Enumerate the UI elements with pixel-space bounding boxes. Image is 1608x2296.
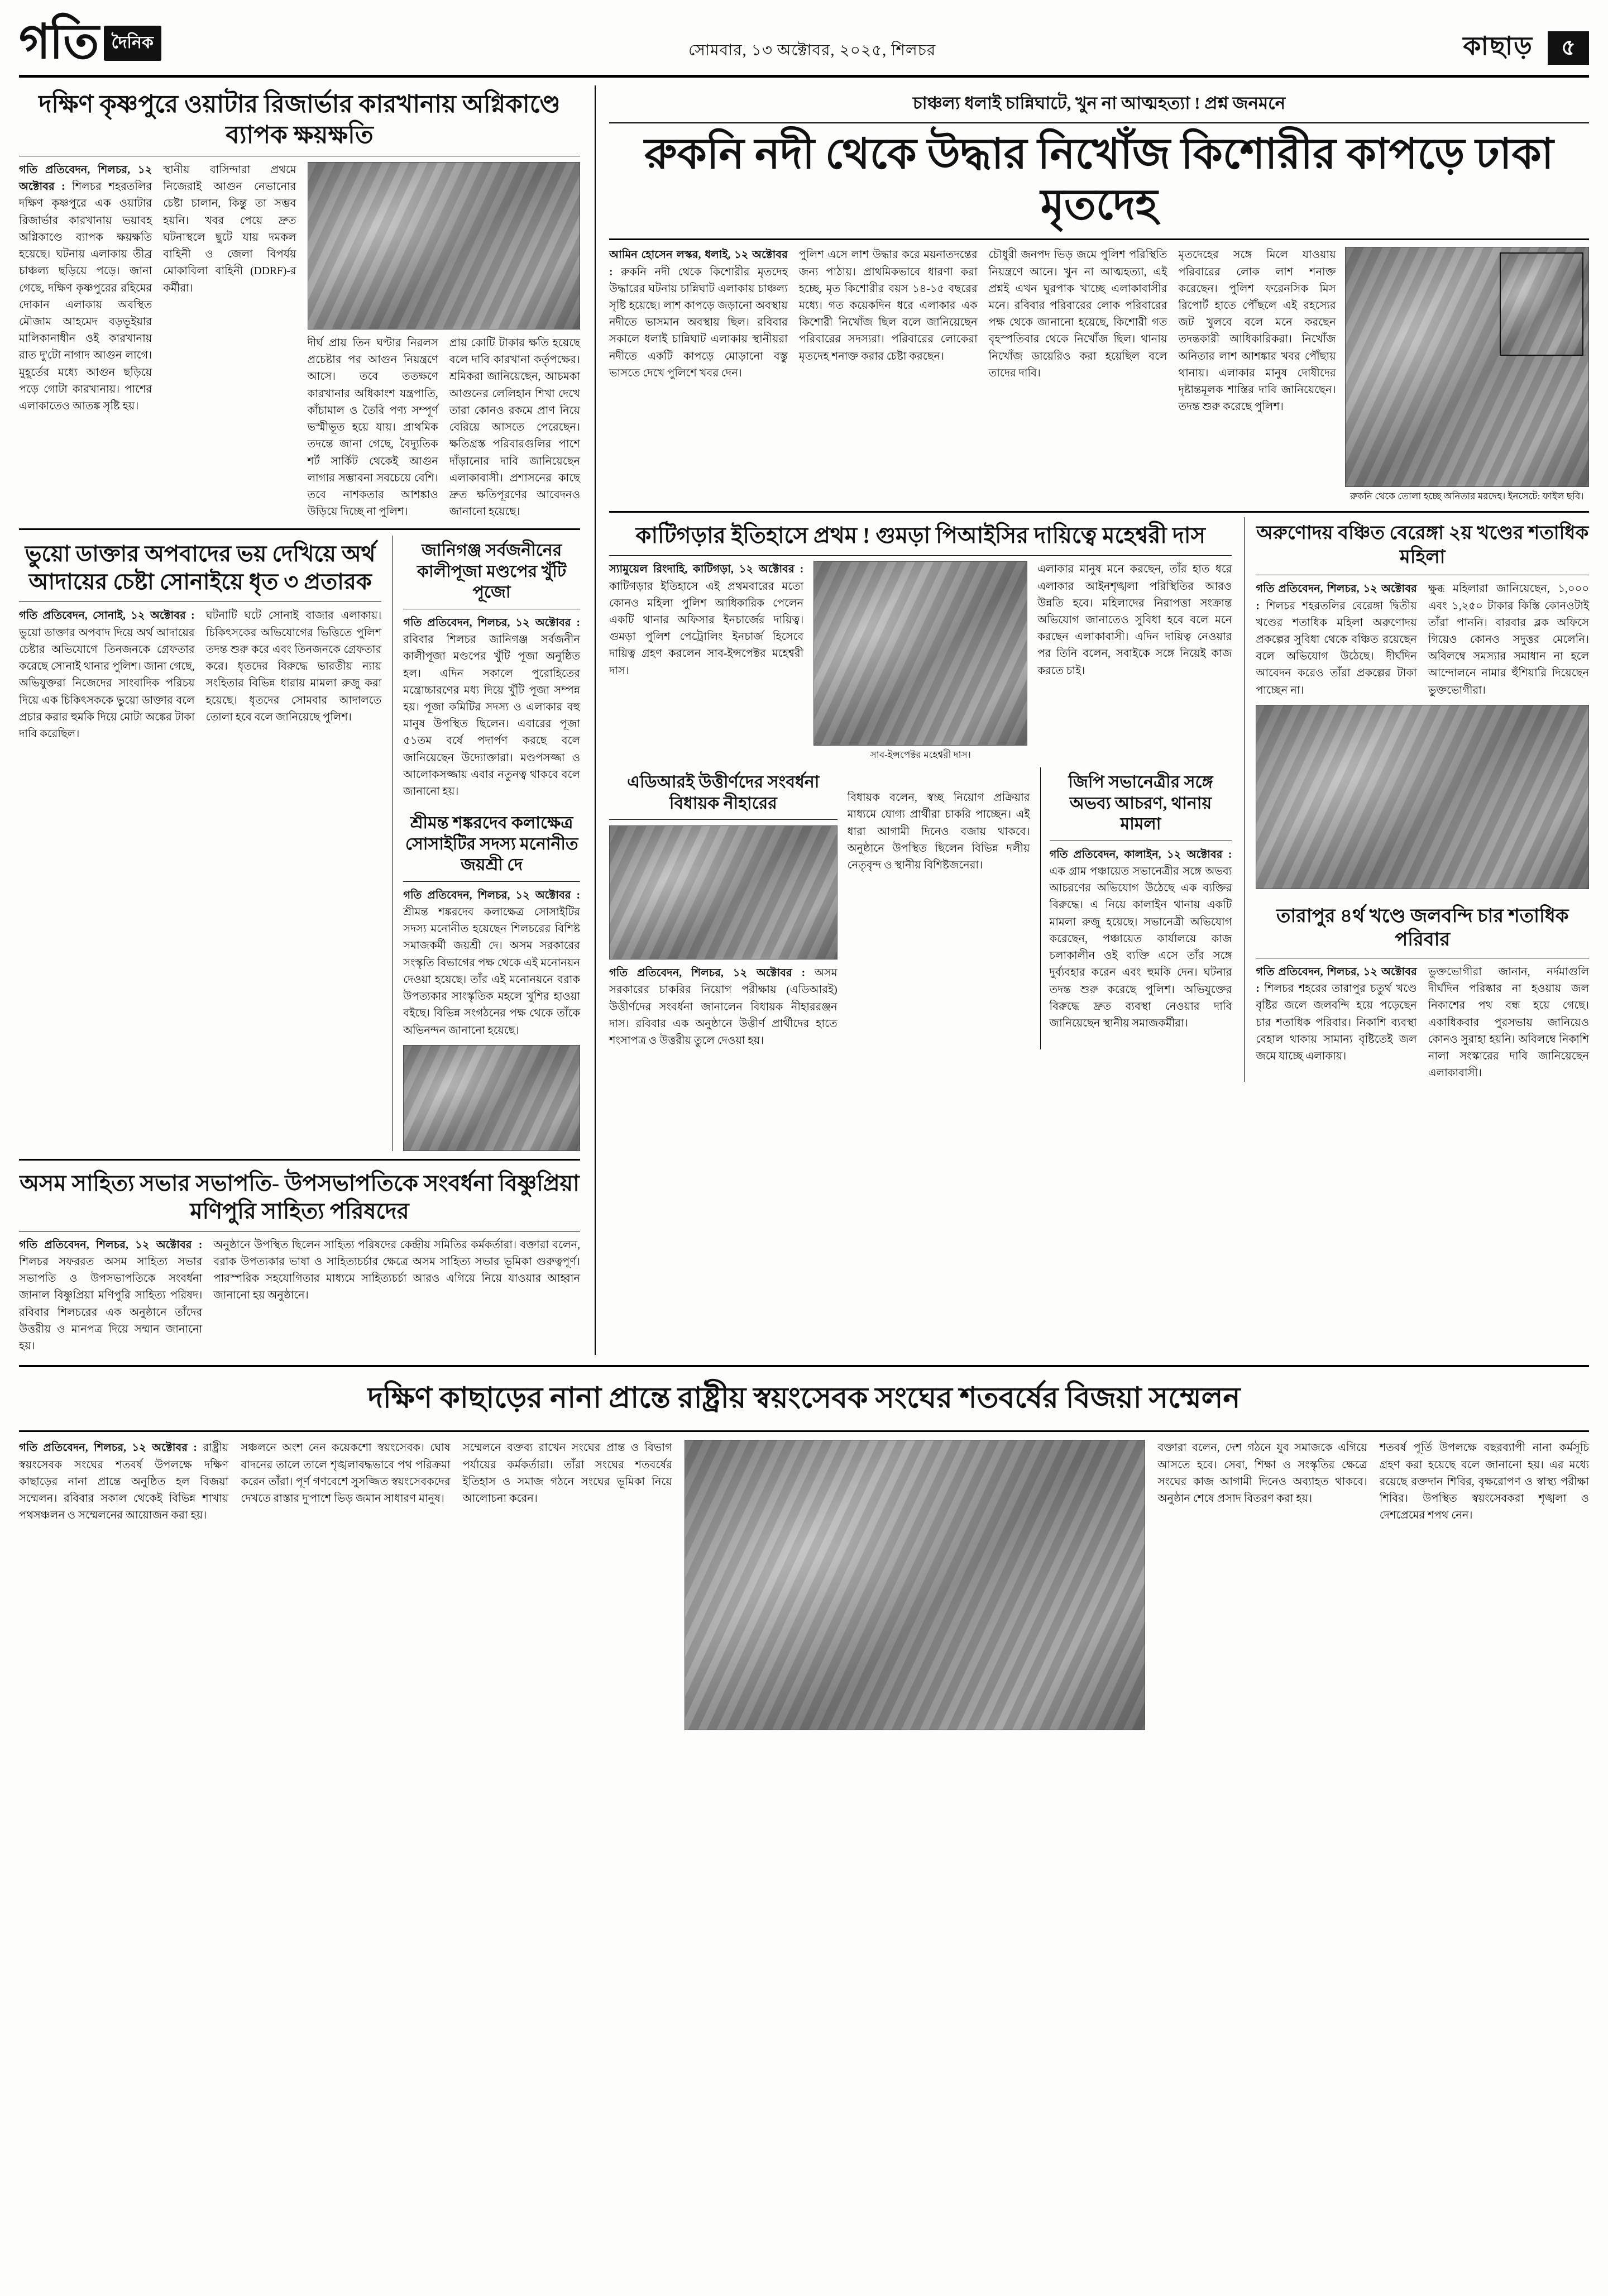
story-column [609, 247, 788, 503]
story-column [449, 335, 580, 521]
page-number: ৫ [1548, 31, 1589, 65]
story-edri [609, 767, 1232, 1049]
body-text: শিলচর শহরতলির দক্ষিণ কৃষ্ণপুরে এক ওয়াটার রিজার্ভার কারখানায় ভয়াবহ অগ্নিকাণ্ডে ব্যাপক ক্ষয়ক্ষতি হয়েছে। ঘটনায় এলাকায় তীব্র চাঞ্চল্য ছড়িয়ে পড়ে। জানা গেছে, দক্ষিণ কৃষ্ণপুরের রহিমের দোকান এলাকায় অবস্থিত মৌজাম আহমেদ বড়ভূইয়ার মালিকানাধীন ওই কারখানায় রাত দু'টো নাগাদ আগুন লাগে। মুহূর্তের মধ্যে আগুন ছড়িয়ে পড়ে গোটা কারখানায়। পাশের এলাকাতেও আতঙ্ক সৃষ্টি হয়। [19, 181, 152, 413]
women-protest-photo [1256, 705, 1589, 889]
rss-rally-photo [685, 1440, 1146, 1730]
felicitation-photo [609, 825, 838, 960]
story-column [19, 1440, 228, 1734]
story-column [19, 608, 195, 743]
story-headline: দক্ষিণ কৃষ্ণপুরে ওয়াটার রিজার্ভার কারখানায় অগ্নিকাণ্ডে ব্যাপক ক্ষয়ক্ষতি [39, 90, 561, 149]
story-headline: রুকনি নদী থেকে উদ্ধার নিখোঁজ কিশোরীর কাপড়ে ঢাকা মৃতদেহ [644, 131, 1554, 229]
story-headline: শ্রীমন্ত শঙ্করদেব কলাক্ষেত্র সোসাইটির সদস্য মনোনীত জয়শ্রী দে [405, 814, 578, 875]
logo-text: গতি [19, 15, 98, 69]
body-text: প্রায় কোটি টাকার ক্ষতি হয়েছে বলে দাবি কারখানা কর্তৃপক্ষের। শ্রমিকরা জানিয়েছেন, আচমকা আগুনের লেলিহান শিখা দেখে তারা কোনও রকমে প্রাণ নিয়ে বেরিয়ে আসতে পেরেছেন। ক্ষতিগ্রস্ত পরিবারগুলির পাশে দাঁড়ানোর দাবি জানিয়েছেন এলাকাবাসী। প্রশাসনের কাছে দ্রুত ক্ষতিপূরণের আবেদনও জানানো হয়েছে। [449, 337, 580, 518]
masthead [19, 16, 1589, 78]
story-column [463, 1440, 672, 1734]
logo-badge: দৈনিক [104, 26, 161, 61]
byline: গতি প্রতিবেদন, কালাইন, ১২ অক্টোবর : [1049, 848, 1232, 861]
top-section [19, 85, 1589, 1355]
story-column [1428, 964, 1589, 1082]
byline: গতি প্রতিবেদন, শিলচর, ১২ অক্টোবর : [19, 1239, 203, 1251]
story-water-reservoir [19, 85, 580, 521]
story-rss [19, 1365, 1589, 1734]
body-text: রাষ্ট্রীয় স্বয়ংসেবক সংঘের শতবর্ষ উপলক্ষে দক্ষিণ কাছাড়ের নানা প্রান্তে অনুষ্ঠিত হল বিজয়া সম্মেলন। রবিবার সকাল থেকেই বিভিন্ন শাখায় পথসঞ্চলন ও সম্মেলনের আয়োজন করা হয়। [19, 1442, 229, 1522]
edition-name: কাছাড় [1463, 32, 1533, 60]
story-column [403, 615, 580, 800]
body-text: অনুষ্ঠানে উপস্থিত ছিলেন সাহিত্য পরিষদের কেন্দ্রীয় সমিতির কর্মকর্তারা। বক্তারা বলেন, বরাক উপত্যকার ভাষা ও সাহিত্যচর্চার ক্ষেত্রে অসম সাহিত্য সভার ভূমিকা গুরুত্বপূর্ণ। পারস্পরিক সহযোগিতার মাধ্যমে সাহিত্যচর্চা আরও এগিয়ে নিয়ে যাওয়ার আহ্বান জানানো হয় অনুষ্ঠানে। [213, 1239, 580, 1302]
story-column [241, 1440, 450, 1734]
story-headline: অসম সাহিত্য সভার সভাপতি- উপসভাপতিকে সংবর্ধনা বিষ্ণুপ্রিয়া মণিপুরি সাহিত্য পরিষদের [20, 1170, 580, 1224]
story-lead [609, 85, 1589, 503]
body-text: রবিবার শিলচর জানিগঞ্জ সর্বজনীন কালীপূজা মণ্ডপের খুঁটি পূজা অনুষ্ঠিত হল। এদিন সকালে পুরোহিতের মন্ত্রোচ্চারণের মধ্য দিয়ে খুঁটি পূজা সম্পন্ন হয়। পূজা কমিটির সদস্য ও এলাকার বহু মানুষ উপস্থিত ছিলেন। এবারের পূজা ৫১তম বর্ষে পদার্পণ করছে বলে জানিয়েছেন উদ্যোক্তারা। মণ্ডপসজ্জা ও আলোকসজ্জায় এবার নতুনত্ব থাকবে বলে জানানো হয়। [403, 634, 580, 798]
story-column [19, 162, 152, 521]
story-row [19, 536, 580, 1151]
body-text: স্থানীয় বাসিন্দারা প্রথমে নিজেরাই আগুন নেভানোর চেষ্টা চালান, কিন্তু তা সম্ভব হয়নি। খবর পেয়ে দ্রুত ঘটনাস্থলে ছুটে যায় দমকল বাহিনী ও জেলা বিপর্যয় মোকাবিলা বাহিনী (DDRF)-র কর্মীরা। [163, 164, 296, 294]
story-jp-sabhanetri [1040, 767, 1232, 1049]
body-text: অসম সরকারের চাকরির নিয়োগ পরীক্ষায় (এডিআরই) উত্তীর্ণদের সংবর্ধনা জানালেন বিধায়ক নীহাররঞ্জন দাস। রবিবার এক অনুষ্ঠানে উত্তীর্ণ প্রার্থীদের হাতে শংসাপত্র ও উত্তরীয় তুলে দেওয়া হয়। [609, 967, 838, 1047]
story-column [1157, 1440, 1367, 1734]
body-text: ভুক্তভোগীরা জানান, নর্দমাগুলি দীর্ঘদিন পরিষ্কার না হওয়ায় জল নিকাশের পথ বন্ধ হয়ে গেছে। একাধিকবার পুরসভায় জানিয়েও কোনও সুরাহা হয়নি। অবিলম্বে নিকাশি নালা সংস্কারের দাবি জানিয়েছেন এলাকাবাসী। [1428, 966, 1590, 1080]
story-assam-sahitya [19, 1165, 580, 1355]
body-text: শিলচর শহরের তারাপুর চতুর্থ খণ্ডে বৃষ্টির জলে জলবন্দি হয়ে পড়েছেন চার শতাধিক পরিবার। নিকাশি ব্যবস্থা বেহাল থাকায় সামান্য বৃষ্টিতেই জল জমে যাচ্ছে এলাকায়। [1256, 983, 1417, 1062]
body-text: সম্মেলনে বক্তব্য রাখেন সংঘের প্রান্ত ও বিভাগ পর্যায়ের কর্মকর্তারা। তাঁরা সংঘের শতবর্ষের ইতিহাস ও সমাজ গঠনে সংঘের ভূমিকা নিয়ে আলোচনা করেন। [462, 1442, 672, 1505]
body-text: চৌধুরী জনপদ ভিড় জমে পুলিশ পরিস্থিতি নিয়ন্ত্রণে আনে। খুন না আত্মহত্যা, এই প্রশ্নই এখন ঘুরপাক খাচ্ছে এলাকাবাসীর মনে। রবিবার পরিবারের লোক পরিবারের পক্ষ থেকে জানানো হয়েছে, কিশোরী গত বৃহস্পতিবার থেকে নিখোঁজ ছিল। থানায় নিখোঁজ ডায়েরিও করা হয়েছিল বলে তাদের দাবি। [988, 249, 1167, 379]
photo-caption: রুকনি থেকে তোলা হচ্ছে অনিতার মরদেহ। ইনসেটে: ফাইল ছবি। [1350, 491, 1584, 502]
byline: গতি প্রতিবেদন, শিলচর, ১২ অক্টোবর : [1256, 583, 1417, 612]
body-text: মৃতদেহের সঙ্গে মিলে যাওয়ায় পরিবারের লোক লাশ শনাক্ত করেছেন। পুলিশ ফরেনসিক মিস রিপোর্ট হাতে পৌঁছলে এই রহস্যের জট খুলবে বলে মনে করছেন তদন্তকারী আধিকারিকরা। নিখোঁজ অনিতার লাশ আশঙ্কার খবর পৌঁছায় থানায়। এলাকার মানুষ দোষীদের দৃষ্টান্তমূলক শাস্তির দাবি জানিয়েছেন। তদন্ত শুরু করেছে পুলিশ। [1178, 249, 1336, 413]
byline: গতি প্রতিবেদন, শিলচর, ১২ অক্টোবর : [19, 164, 152, 193]
story-column [213, 1237, 580, 1355]
story-column [163, 162, 296, 521]
body-text: বিধায়ক বলেন, স্বচ্ছ নিয়োগ প্রক্রিয়ার মাধ্যমে যোগ্য প্রার্থীরা চাকরি পাচ্ছেন। এই ধারা আগামী দিনেও বজায় থাকবে। অনুষ্ঠানে উপস্থিত ছিলেন বিভিন্ন দলীয় নেতৃবৃন্দ ও স্থানীয় বিশিষ্টজনেরা। [847, 792, 1030, 872]
body-text: ঘটনাটি ঘটে সোনাই বাজার এলাকায়। চিকিৎসকের অভিযোগের ভিত্তিতে পুলিশ তদন্ত শুরু করে এবং তিনজনকে গ্রেফতার করে। ধৃতদের বিরুদ্ধে ভারতীয় ন্যায় সংহিতার বিভিন্ন ধারায় মামলা রুজু করা হয়েছে। ধৃতদের সোমবার আদালতে তোলা হবে বলে জানিয়েছে পুলিশ। [205, 610, 382, 723]
story-column [609, 965, 838, 1049]
story-column [1428, 581, 1589, 699]
story-column [989, 247, 1167, 503]
photo-caption: সাব-ইন্সপেক্টর মহেশ্বরী দাস। [870, 750, 971, 761]
story-column [1050, 847, 1232, 1032]
left-column-block [19, 85, 580, 1355]
story-headline: কাটিগড়ার ইতিহাসে প্রথম ! গুমড়া পিআইসির দায়িত্বে মহেশ্বরী দাস [635, 523, 1205, 548]
photo-caption [1256, 889, 1589, 892]
body-text: ভুয়ো ডাক্তার অপবাদ দিয়ে অর্থ আদায়ের চেষ্টার অভিযোগে তিনজনকে গ্রেফতার করেছে সোনাই থানার পুলিশ। জানা গেছে, অভিযুক্তরা নিজেদের সাংবাদিক পরিচয় দিয়ে এক চিকিৎসককে ভুয়ো ডাক্তার বলে প্রচার করার হুমকি দিয়ে মোটা অঙ্কের টাকা দাবি করেছিল। [19, 627, 195, 740]
fire-damage-photo [308, 162, 580, 330]
byline: গতি প্রতিবেদন, সোনাই, ১২ অক্টোবর : [19, 610, 195, 622]
story-column [799, 247, 978, 503]
story-column [403, 887, 580, 1039]
story-katigorah [609, 517, 1232, 1082]
story-janiganj [393, 536, 580, 1151]
story-column [1256, 964, 1416, 1082]
story-headline: জিপি সভানেত্রীর সঙ্গে অভব্য আচরণ, থানায় মামলা [1068, 773, 1213, 834]
byline: গতি প্রতিবেদন, শিলচর, ১২ অক্টোবর : [1256, 966, 1417, 995]
body-text: এলাকার মানুষ মনে করছেন, তাঁর হাত ধরে এলাকার আইনশৃঙ্খলা পরিস্থিতির আরও উন্নতি হবে। মহিলাদের নিরাপত্তা সংক্রান্ত অভিযোগ জানাতেও সুবিধা হবে বলে মনে করছেন এলাকাবাসী। এদিন দায়িত্ব নেওয়ার পর তিনি বলেন, সবাইকে সঙ্গে নিয়েই কাজ করতে চাই। [1037, 564, 1232, 677]
body-text: এক গ্রাম পঞ্চায়েত সভানেত্রীর সঙ্গে অভব্য আচরণের অভিযোগ উঠেছে এক ব্যক্তির বিরুদ্ধে। এ নিয়ে কালাইন থানায় একটি মামলা রুজু হয়েছে। সভানেত্রী অভিযোগ করেছেন, পঞ্চায়েত কার্যালয়ে কাজ চলাকালীন ওই ব্যক্তি এসে তাঁর সঙ্গে দুর্ব্যবহার করেন এবং হুমকি দেন। ঘটনার তদন্ত শুরু করেছে পুলিশ। অভিযুক্তের বিরুদ্ধে দ্রুত ব্যবস্থা নেওয়ার দাবি জানিয়েছেন স্থানীয় সমাজকর্মীরা। [1049, 865, 1232, 1029]
body-text: ক্ষুব্ধ মহিলারা জানিয়েছেন, ১,০০০ এবং ১,২৫০ টাকার কিস্তি কোনওটাই তাঁরা পাননি। বারবার ব্লক অফিসে গিয়েও কোনও সদুত্তর মেলেনি। অবিলম্বে সমস্যার সমাধান না হলে আন্দোলনে নামার হুঁশিয়ারি দিয়েছেন ভুক্তভোগীরা। [1428, 583, 1590, 696]
story-column [1380, 1440, 1589, 1734]
body-text: শিলচর শহরতলির বেরেঙ্গা দ্বিতীয় খণ্ডের শতাধিক মহিলা অরুণোদয় প্রকল্পের সুবিধা থেকে বঞ্চিত রয়েছেন বলে অভিযোগ উঠেছে। দীর্ঘদিন আবেদন করেও তাঁরা প্রকল্পের টাকা পাচ্ছেন না। [1256, 600, 1417, 696]
masthead-right [1463, 16, 1589, 69]
victim-inset-photo [1500, 252, 1583, 356]
photo-caption [685, 1730, 1146, 1734]
byline: গতি প্রতিবেদন, শিলচর, ১২ অক্টোবর : [19, 1442, 197, 1454]
story-column [308, 162, 580, 521]
byline: আমিন হোসেন লস্কর, ধলাই, ১২ অক্টোবর : [609, 249, 788, 278]
body-text: দীর্ঘ প্রায় তিন ঘণ্টার নিরলস প্রচেষ্টার পর আগুন নিয়ন্ত্রণে আসে। তবে ততক্ষণে কারখানার অধিকাংশ যন্ত্রপাতি, কাঁচামাল ও তৈরি পণ্য সম্পূর্ণ ভস্মীভূত হয়ে যায়। প্রাথমিক তদন্তে জানা গেছে, বৈদ্যুতিক শর্ট সার্কিট থেকেই আগুন লাগার সম্ভাবনা সবচেয়ে বেশি। তবে নাশকতার আশঙ্কাও উড়িয়ে দিচ্ছে না পুলিশ। [307, 337, 438, 518]
body-text-wrap [1178, 247, 1336, 503]
body-text: শতবর্ষ পূর্তি উপলক্ষে বছরব্যাপী নানা কর্মসূচি গ্রহণ করা হয়েছে বলে জানানো হয়। এর মধ্যে রয়েছে রক্তদান শিবির, বৃক্ষরোপণ ও স্বাস্থ্য পরীক্ষা শিবির। উপস্থিত স্বয়ংসেবকরা শৃঙ্খলা ও দেশপ্রেমের শপথ নেন। [1379, 1442, 1590, 1522]
story-kicker: চাঞ্চল্য ধলাই চান্নিঘাটে, খুন না আত্মহত্যা ! প্রশ্ন জনমনে [609, 85, 1589, 123]
publication-date: সোমবার, ১৩ অক্টোবর, ২০২৫, শিলচর [688, 41, 936, 59]
story-column [206, 608, 382, 743]
body-text: শ্রীমন্ত শঙ্করদেব কলাক্ষেত্র সোসাইটির সদস্য মনোনীত হয়েছেন শিলচরের বিশিষ্ট সমাজকর্মী জয়শ্রী দে। অসম সরকারের সংস্কৃতি বিভাগের পক্ষ থেকে এই মনোনয়ন দেওয়া হয়েছে। তাঁর এই মনোনয়নে বরাক উপত্যকার সাংস্কৃতিক মহলে খুশির হাওয়া বইছে। বিভিন্ন সংগঠনের পক্ষ থেকে তাঁকে অভিনন্দন জানানো হয়েছে। [403, 906, 580, 1037]
story-column [1256, 581, 1416, 699]
body-text: শিলচর সফররত অসম সাহিত্য সভার সভাপতি ও উপসভাপতিকে সংবর্ধনা জানাল বিষ্ণুপ্রিয়া মণিপুরি সাহিত্য পরিষদ। রবিবার শিলচরের এক অনুষ্ঠানে তাঁদের উত্তরীয় ও মানপত্র দিয়ে সম্মান জানানো হয়। [19, 1256, 203, 1353]
story-headline: এডিআরই উত্তীর্ণদের সংবর্ধনা বিধায়ক নীহারের [627, 773, 820, 813]
story-column [19, 1237, 202, 1355]
body-text: বক্তারা বলেন, দেশ গঠনে যুব সমাজকে এগিয়ে আসতে হবে। সেবা, শিক্ষা ও সংস্কৃতির ক্ষেত্রে সংঘের কাজ আগামী দিনেও অব্যাহত থাকবে। অনুষ্ঠান শেষে প্রসাদ বিতরণ করা হয়। [1157, 1442, 1367, 1505]
byline: গতি প্রতিবেদন, শিলচর, ১২ অক্টোবর : [609, 967, 806, 980]
story-column [1037, 561, 1232, 762]
story-column [308, 335, 438, 521]
joyshree-de-photo [403, 1045, 580, 1151]
body-text: কাটিগড়ার ইতিহাসে এই প্রথমবারের মতো কোনও মহিলা পুলিশ আধিকারিক পেলেন একটি থানার অফিসার ইনচার্জের দায়িত্ব। গুমড়া পুলিশ পেট্রোলিং ইনচার্জ হিসেবে দায়িত্ব গ্রহণ করলেন সাব-ইন্সপেক্টর মহেশ্বরী দাস। [609, 580, 804, 677]
story-row [609, 517, 1589, 1082]
newspaper-logo [19, 15, 161, 69]
body-text: রুকনি নদী থেকে কিশোরীর মৃতদেহ উদ্ধারের ঘটনায় চান্নিঘাট এলাকায় চাঞ্চল্য সৃষ্টি হয়েছে। লাশ কাপড়ে জড়ানো অবস্থায় নদীতে ভাসমান অবস্থায় ছিল। রবিবার সকালে ধলাই চান্নিঘাট এলাকায় স্থানীয়রা নদীতে একটি কাপড়ে মোড়ানো বস্তু ভাসতে দেখে পুলিশে খবর দেন। [609, 266, 788, 379]
story-fake-doctor [19, 536, 381, 1151]
right-column-block [595, 85, 1589, 1355]
byline: গতি প্রতিবেদন, শিলচর, ১২ অক্টোবর : [403, 617, 580, 629]
story-headline: ভুয়ো ডাক্তার অপবাদের ভয় দেখিয়ে অর্থ আদায়ের চেষ্টা সোনাইয়ে ধৃত ৩ প্রতারক [25, 541, 376, 595]
story-headline: তারাপুর ৪র্থ খণ্ডে জলবন্দি চার শতাধিক পরিবার [1276, 905, 1569, 951]
story-column [685, 1440, 1146, 1734]
story-arunoday [1244, 517, 1589, 1082]
byline: গতি প্রতিবেদন, শিলচর, ১২ অক্টোবর : [403, 889, 580, 901]
story-column [609, 561, 803, 762]
story-headline: জানিগঞ্জ সর্বজনীনের কালীপূজা মণ্ডপের খুঁটি পূজো [417, 541, 567, 602]
story-column [1178, 247, 1589, 503]
story-column [848, 790, 1030, 874]
body-text: পুলিশ এসে লাশ উদ্ধার করে ময়নাতদন্তের জন্য পাঠায়। প্রাথমিকভাবে ধারণা করা হচ্ছে, মৃত কিশোরীর বয়স ১৪-১৫ বছরের মধ্যে। গত কয়েকদিন ধরে এলাকার এক কিশোরী নিখোঁজ ছিল বলে জানিয়েছেন পরিবারের সদস্যরা। পরিবারের লোকেরা মৃতদেহ শনাক্ত করার চেষ্টা করছেন। [798, 249, 978, 362]
story-headline: অরুণোদয় বঞ্চিত বেরেঙ্গা ২য় খণ্ডের শতাধিক মহিলা [1256, 523, 1589, 567]
story-headline: দক্ষিণ কাছাড়ের নানা প্রান্তে রাষ্ট্রীয় স্বয়ংসেবক সংঘের শতবর্ষের বিজয়া সম্মেলন [19, 1365, 1589, 1432]
body-text: সঞ্চলনে অংশ নেন কয়েকশো স্বয়ংসেবক। ঘোষ বাদনের তালে তালে শৃঙ্খলাবদ্ধভাবে পথ পরিক্রমা করেন তাঁরা। পূর্ণ গণবেশে সুসজ্জিত স্বয়ংসেবকদের দেখতে রাস্তার দু'পাশে ভিড় জমান সাধারণ মানুষ। [241, 1442, 451, 1505]
byline: স্যামুয়েল রিংদাহি, কাটিগড়া, ১২ অক্টোবর : [609, 564, 804, 576]
officer-photo [813, 561, 1027, 746]
